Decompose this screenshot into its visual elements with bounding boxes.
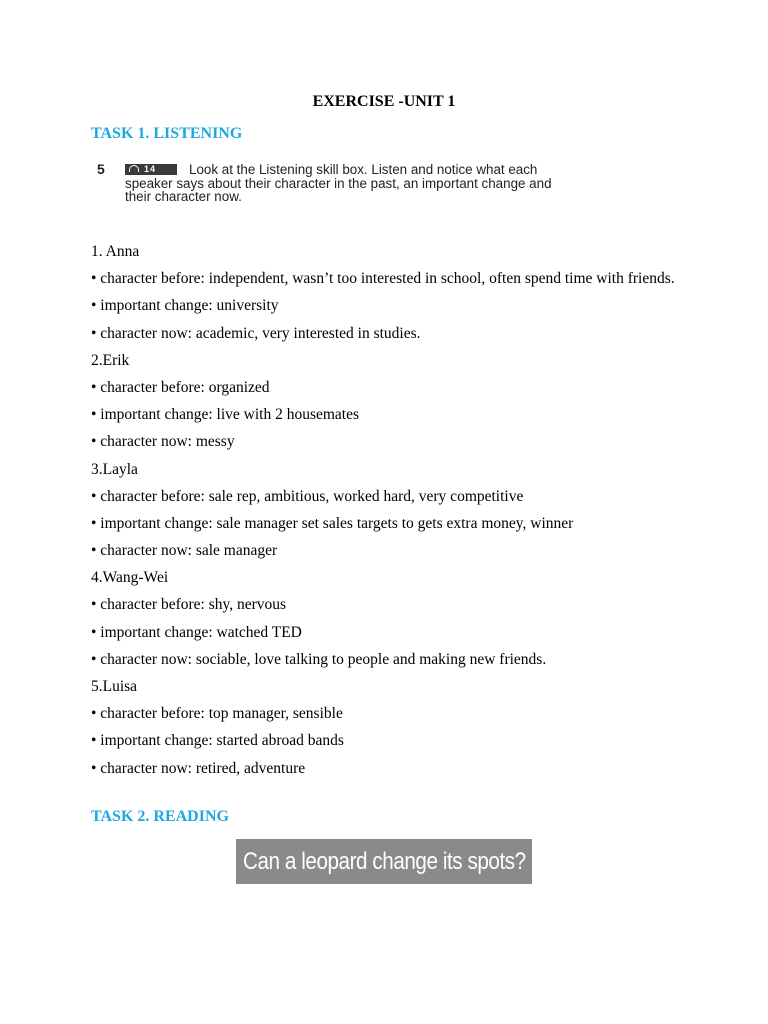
list-item: • character now: academic, very interested in studies. xyxy=(91,324,421,342)
list-item: • important change: watched TED xyxy=(91,623,302,641)
list-item: 1. Anna xyxy=(91,243,140,260)
list-item: • character now: retired, adventure xyxy=(91,759,306,777)
page-title: EXERCISE -UNIT 1 xyxy=(312,93,456,110)
list-item: • character before: shy, nervous xyxy=(91,596,287,614)
list-item: • character now: messy xyxy=(91,433,235,451)
list-item: 2.Erik xyxy=(91,351,130,369)
list-item: • important change: sale manager set sales targets to gets extra money, winner xyxy=(91,514,574,532)
exercise-number: 5 xyxy=(97,161,105,177)
list-item: • important change: live with 2 housemates xyxy=(91,406,360,424)
listening-instruction xyxy=(97,162,567,220)
answer-list xyxy=(91,241,675,785)
task1-heading: TASK 1. LISTENING xyxy=(91,125,243,142)
list-item: • character now: sociable, love talking to people and making new friends. xyxy=(91,650,547,668)
list-item: • important change: started abroad bands xyxy=(91,732,344,750)
list-item: • important change: university xyxy=(91,297,279,315)
audio-track-number: 14 xyxy=(144,164,157,174)
reading-title-banner xyxy=(236,839,532,884)
list-item: 4.Wang-Wei xyxy=(91,569,169,587)
list-item: 3.Layla xyxy=(91,460,138,478)
list-item: 5.Luisa xyxy=(91,678,138,695)
instruction-text: Look at the Listening skill box. Listen and notice what each speaker says about their character in the past, an important change and their character now. xyxy=(125,162,552,204)
list-item: • character before: independent, wasn’t too interested in school, often spend time with friends. xyxy=(91,270,675,288)
list-item: • character before: sale rep, ambitious, worked hard, very competitive xyxy=(91,487,524,505)
list-item: • character now: sale manager xyxy=(91,542,278,560)
list-item: • character before: organized xyxy=(91,378,270,396)
list-item: • character before: top manager, sensible xyxy=(91,705,343,723)
task2-heading: TASK 2. READING xyxy=(91,808,229,825)
reading-title: Can a leopard change its spots? xyxy=(242,847,526,875)
